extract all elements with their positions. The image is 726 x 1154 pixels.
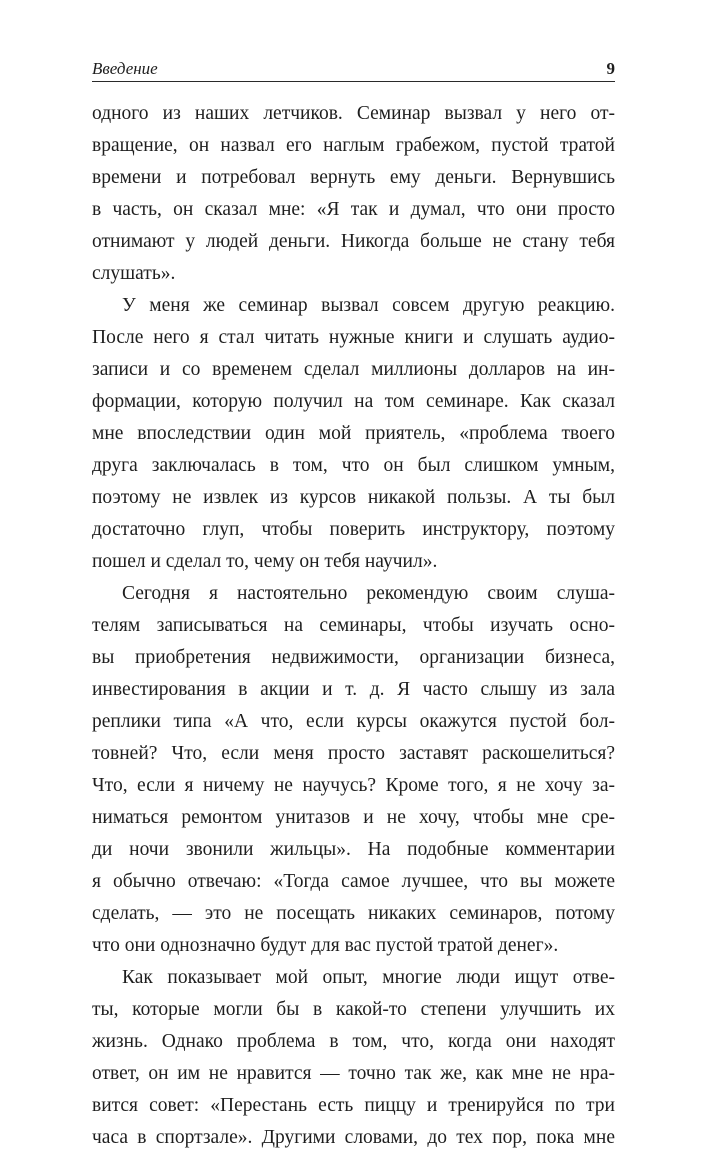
text-line: вится совет: «Перестань есть пиццу и тренируйся по три — [92, 1095, 615, 1116]
text-line: телям записываться на семинары, чтобы изучать осно- — [92, 615, 615, 636]
text-line: поэтому не извлек из курсов никакой пользы. А ты был — [92, 487, 615, 508]
text-line: После него я стал читать нужные книги и слушать аудио- — [92, 327, 615, 348]
text-line: достаточно глуп, чтобы поверить инструктору, поэтому — [92, 519, 615, 540]
text-line: ди ночи звонили жильцы». На подобные комментарии — [92, 839, 615, 860]
page-number: 9 — [606, 59, 615, 78]
text-line: Что, если я ничему не научусь? Кроме того, я не хочу за- — [92, 775, 615, 796]
text-line: записи и со временем сделал миллионы долларов на ин- — [92, 359, 615, 380]
text-line: пошел и сделал то, чему он тебя научил». — [92, 551, 438, 572]
text-line: формации, которую получил на том семинаре. Как сказал — [92, 391, 615, 412]
text-line: жизнь. Однако проблема в том, что, когда они находят — [92, 1031, 615, 1052]
text-line: ты, которые могли бы в какой-то степени улучшить их — [92, 999, 615, 1020]
text-line: вы приобретения недвижимости, организации бизнеса, — [92, 647, 615, 668]
text-line: одного из наших летчиков. Семинар вызвал у него от- — [92, 103, 615, 124]
chapter-title: Введение — [92, 59, 158, 78]
text-line: часа в спортзале». Другими словами, до тех пор, пока мне — [92, 1127, 615, 1148]
body-text — [92, 98, 615, 1154]
text-line: реплики типа «А что, если курсы окажутся пустой бол- — [92, 711, 615, 732]
text-line: ответ, он им не нравится — точно так же, как мне не нра- — [92, 1063, 615, 1084]
header-rule — [92, 81, 615, 82]
text-line: времени и потребовал вернуть ему деньги. Вернувшись — [92, 167, 615, 188]
text-line: отнимают у людей деньги. Никогда больше не стану тебя — [92, 231, 615, 252]
text-line: ниматься ремонтом унитазов и не хочу, чтобы мне сре- — [92, 807, 615, 828]
text-line: инвестирования в акции и т. д. Я часто слышу из зала — [92, 679, 615, 700]
text-line: товней? Что, если меня просто заставят раскошелиться? — [92, 743, 615, 764]
text-line: Как показывает мой опыт, многие люди ищут отве- — [122, 967, 615, 988]
text-line: слушать». — [92, 263, 176, 284]
text-line: мне впоследствии один мой приятель, «проблема твоего — [92, 423, 615, 444]
text-line: в часть, он сказал мне: «Я так и думал, что они просто — [92, 199, 615, 220]
text-line: сделать, — это не посещать никаких семинаров, потому — [92, 903, 615, 924]
text-line: вращение, он назвал его наглым грабежом, пустой тратой — [92, 135, 615, 156]
text-line: я обычно отвечаю: «Тогда самое лучшее, что вы можете — [92, 871, 615, 892]
running-header — [92, 58, 615, 84]
text-line: что они однозначно будут для вас пустой тратой денег». — [92, 935, 559, 956]
text-line: друга заключалась в том, что он был слишком умным, — [92, 455, 615, 476]
text-line: Сегодня я настоятельно рекомендую своим слуша- — [122, 583, 615, 604]
text-line: У меня же семинар вызвал совсем другую реакцию. — [122, 295, 615, 316]
